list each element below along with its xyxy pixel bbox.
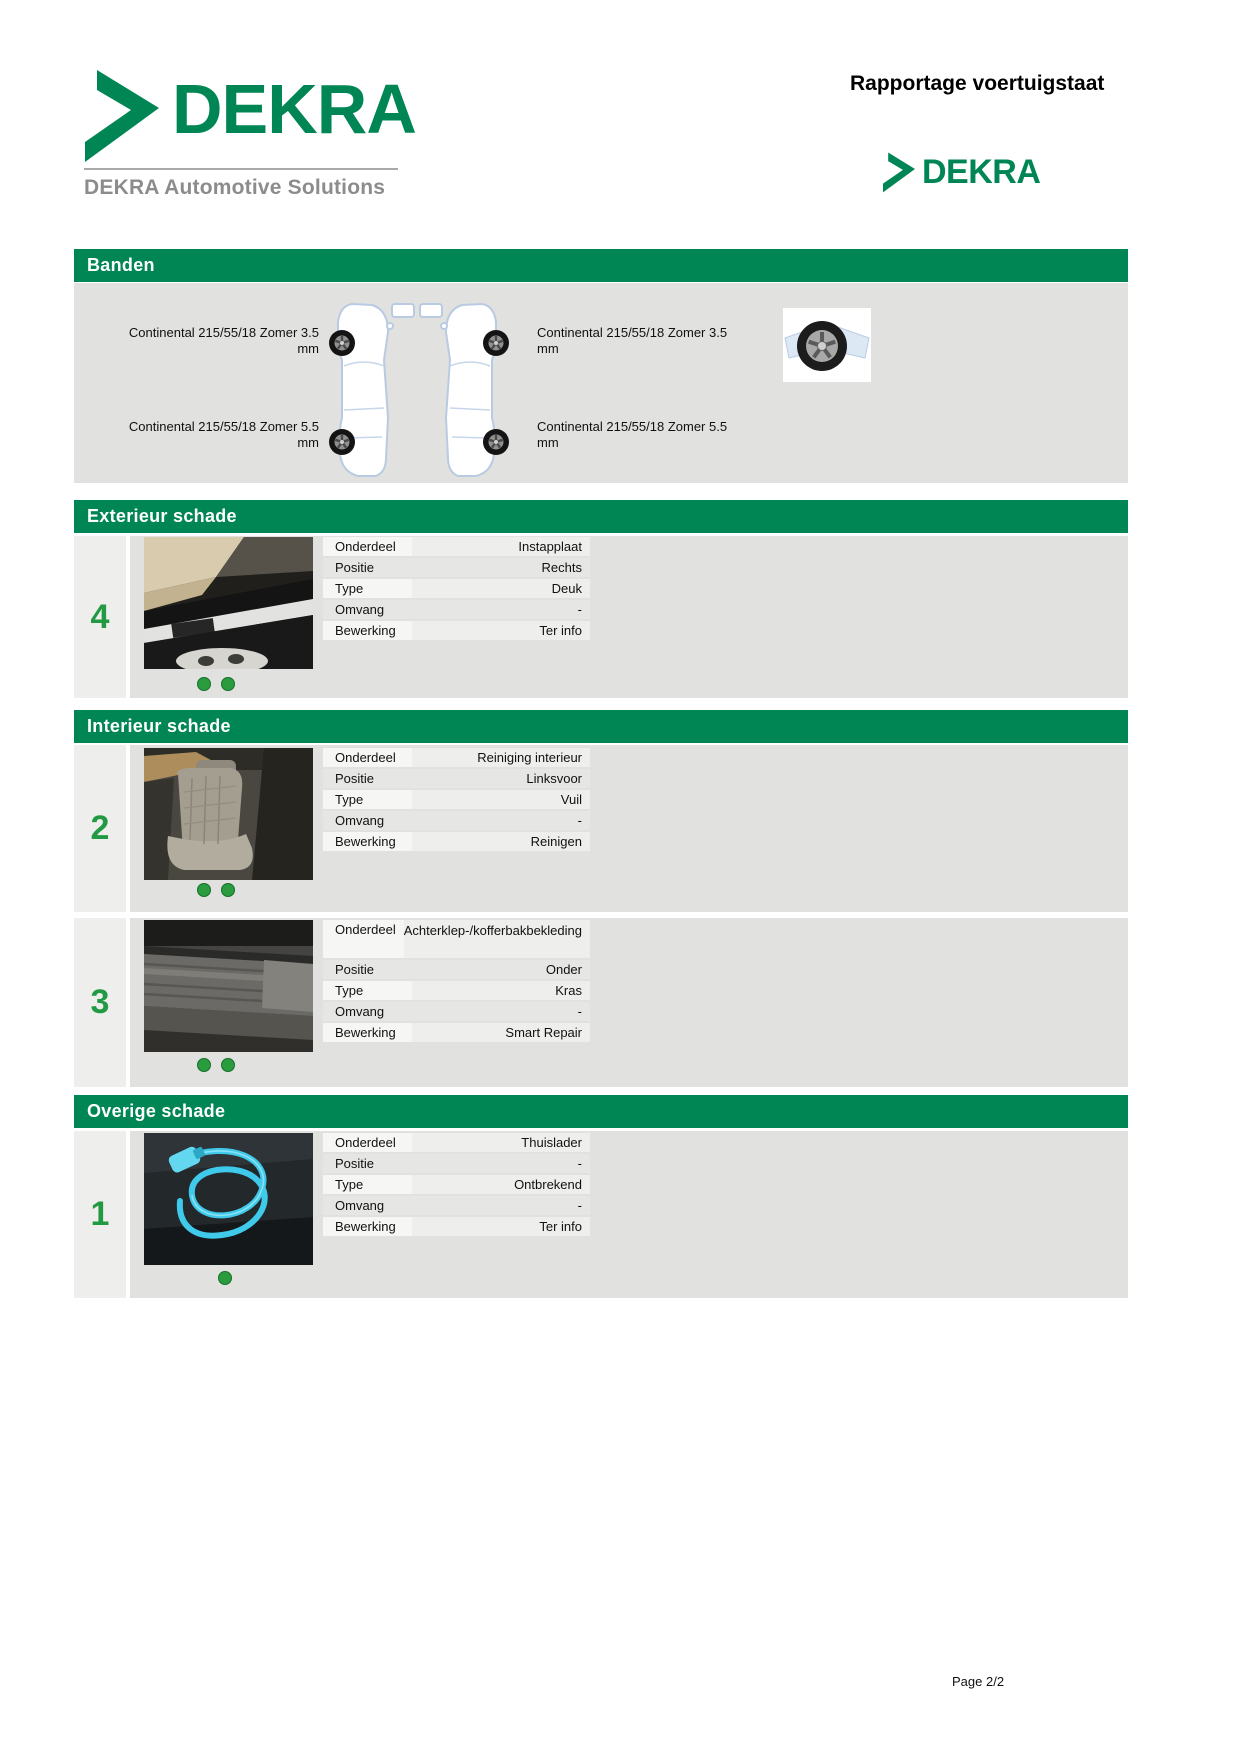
dekra-arrow-icon xyxy=(85,68,159,167)
field-value: Linksvoor xyxy=(412,769,590,788)
field-value: - xyxy=(412,1002,590,1021)
field-label: Bewerking xyxy=(323,832,412,851)
field-label: Bewerking xyxy=(323,621,412,640)
photo-dot xyxy=(221,1058,235,1072)
damage-photo-trunk-sill xyxy=(144,920,313,1052)
field-label: Positie xyxy=(323,1154,412,1173)
photo-dot xyxy=(197,677,211,691)
report-title: Rapportage voertuigstaat xyxy=(850,72,1105,95)
photo-dot xyxy=(218,1271,232,1285)
damage-number-col xyxy=(74,1131,126,1298)
field-label: Omvang xyxy=(323,1002,412,1021)
field-label: Omvang xyxy=(323,811,412,830)
page-number: Page 2/2 xyxy=(952,1674,1005,1689)
damage-item-3 xyxy=(74,918,1128,1087)
tire-icon-rear-right xyxy=(483,429,509,455)
damage-number: 3 xyxy=(90,983,110,1021)
tire-unit: mm xyxy=(297,435,319,450)
field-value: Reinigen xyxy=(412,832,590,851)
damage-photo-charger-cable xyxy=(144,1133,313,1265)
dekra-logo-text-small: DEKRA xyxy=(922,153,1041,191)
wheel-photo xyxy=(783,308,871,382)
field-label: Bewerking xyxy=(323,1023,412,1042)
damage-table xyxy=(323,537,590,642)
damage-photo-seat xyxy=(144,748,313,880)
tire-icon-front-left xyxy=(329,330,355,356)
field-value: - xyxy=(412,1196,590,1215)
field-label: Type xyxy=(323,790,412,809)
photo-dots xyxy=(197,1058,245,1074)
field-value: Kras xyxy=(412,981,590,1000)
field-value: - xyxy=(412,1154,590,1173)
field-value: Ontbrekend xyxy=(412,1175,590,1194)
field-value: Onder xyxy=(412,960,590,979)
field-label: Positie xyxy=(323,960,412,979)
field-label: Onderdeel xyxy=(323,537,412,556)
tire-front-right-label xyxy=(537,325,767,357)
field-value: Achterklep-/kofferbakbekleding xyxy=(404,920,590,958)
damage-item-4 xyxy=(74,536,1128,698)
section-header-overige: Overige schade xyxy=(74,1095,1128,1128)
photo-dots xyxy=(218,1271,242,1287)
field-label: Type xyxy=(323,1175,412,1194)
field-label: Positie xyxy=(323,769,412,788)
field-label: Onderdeel xyxy=(323,1133,412,1152)
field-label: Positie xyxy=(323,558,412,577)
field-label: Omvang xyxy=(323,1196,412,1215)
tire-spec: Continental 215/55/18 Zomer 5.5 xyxy=(128,419,319,434)
damage-number-col xyxy=(74,536,126,698)
section-header-interieur: Interieur schade xyxy=(74,710,1128,743)
field-value: Ter info xyxy=(412,1217,590,1236)
damage-number: 1 xyxy=(90,1195,110,1233)
damage-table xyxy=(323,920,590,1044)
dekra-logo-text: DEKRA xyxy=(172,70,416,148)
field-value: Rechts xyxy=(412,558,590,577)
tire-icon-rear-left xyxy=(329,429,355,455)
tire-rear-right-label xyxy=(537,419,767,451)
section-header-banden: Banden xyxy=(74,249,1128,282)
field-value: Deuk xyxy=(412,579,590,598)
logo-divider xyxy=(84,168,398,170)
damage-item-1 xyxy=(74,1131,1128,1298)
photo-dot xyxy=(197,1058,211,1072)
field-label: Type xyxy=(323,981,412,1000)
field-label: Onderdeel xyxy=(323,748,412,767)
tire-spec: Continental 215/55/18 Zomer 5.5 xyxy=(537,419,728,434)
field-value: Thuislader xyxy=(412,1133,590,1152)
field-value: - xyxy=(412,811,590,830)
damage-number-col xyxy=(74,918,126,1087)
dekra-arrow-icon-small xyxy=(883,151,915,198)
section-header-exterieur: Exterieur schade xyxy=(74,500,1128,533)
tire-unit: mm xyxy=(297,341,319,356)
field-label: Omvang xyxy=(323,600,412,619)
field-value: Ter info xyxy=(412,621,590,640)
tire-unit: mm xyxy=(537,435,559,450)
damage-table xyxy=(323,1133,590,1238)
field-label: Onderdeel xyxy=(323,920,404,958)
tire-front-left-label xyxy=(114,325,319,357)
tire-rear-left-label xyxy=(114,419,319,451)
field-value: Smart Repair xyxy=(412,1023,590,1042)
logo-tagline: DEKRA Automotive Solutions xyxy=(84,176,386,199)
field-label: Type xyxy=(323,579,412,598)
photo-dot xyxy=(221,677,235,691)
field-value: Reiniging interieur xyxy=(412,748,590,767)
damage-number: 2 xyxy=(90,809,110,847)
tire-icon-front-right xyxy=(483,330,509,356)
tire-spec: Continental 215/55/18 Zomer 3.5 xyxy=(128,325,319,340)
damage-number: 4 xyxy=(90,597,110,636)
photo-dots xyxy=(197,677,245,693)
field-value: Instapplaat xyxy=(412,537,590,556)
photo-dot xyxy=(221,883,235,897)
banden-content xyxy=(74,283,1128,483)
field-label: Bewerking xyxy=(323,1217,412,1236)
tire-unit: mm xyxy=(537,341,559,356)
field-value: Vuil xyxy=(412,790,590,809)
damage-item-2 xyxy=(74,745,1128,912)
tire-spec: Continental 215/55/18 Zomer 3.5 xyxy=(537,325,728,340)
photo-dots xyxy=(197,883,245,899)
car-diagram xyxy=(318,298,516,492)
field-value: - xyxy=(412,600,590,619)
damage-table xyxy=(323,748,590,853)
photo-dot xyxy=(197,883,211,897)
damage-number-col xyxy=(74,745,126,912)
damage-photo-sill xyxy=(144,537,313,669)
